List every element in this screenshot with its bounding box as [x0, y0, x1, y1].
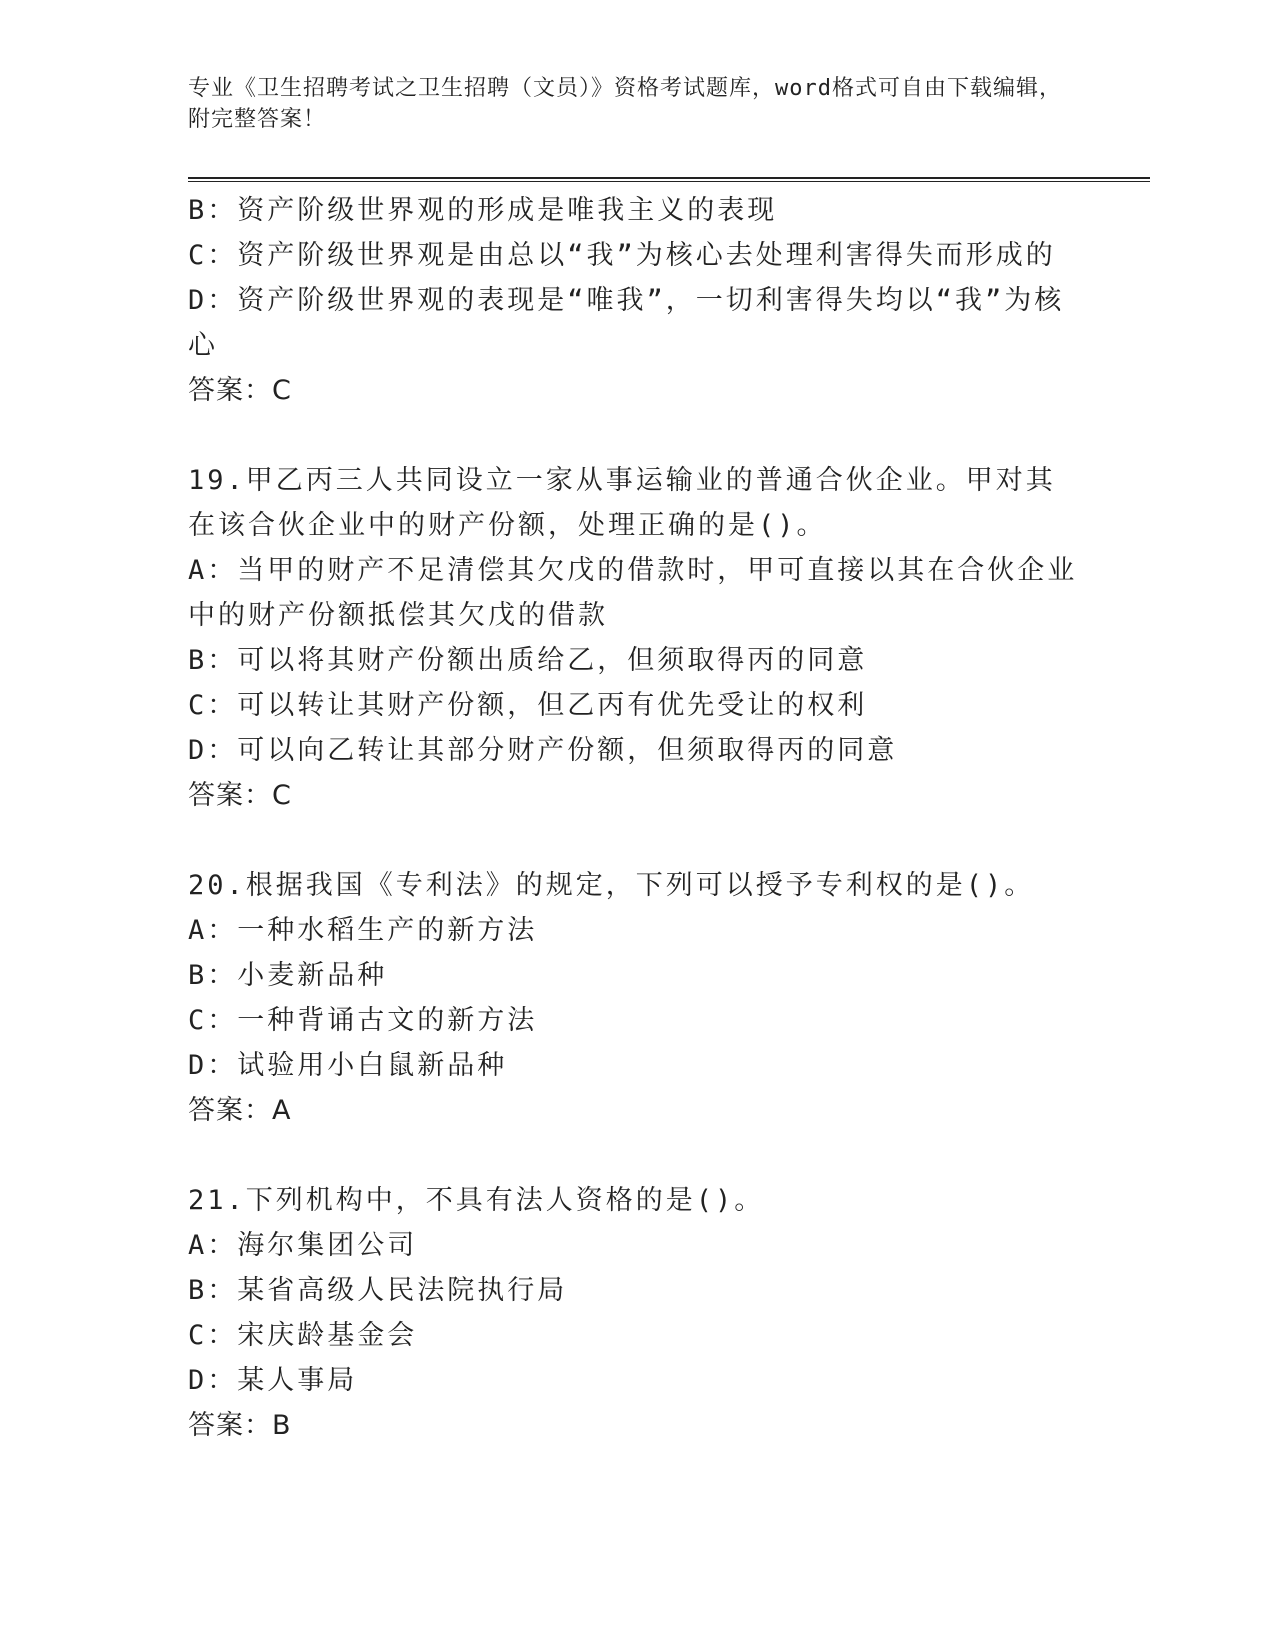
option-c: C：资产阶级世界观是由总以“我”为核心去处理利害得失而形成的: [188, 240, 1056, 271]
option-b: B：某省高级人民法院执行局: [188, 1275, 568, 1306]
option-c: C：可以转让其财产份额，但乙丙有优先受让的权利: [188, 690, 868, 721]
option-d: D：试验用小白鼠新品种: [188, 1050, 508, 1081]
option-d: D：某人事局: [188, 1365, 358, 1396]
spacer: [188, 1133, 1078, 1178]
option-a: A：当甲的财产不足清偿其欠戊的借款时，甲可直接以其在合伙企业中的财产份额抵偿其欠戊的借款: [188, 555, 1078, 631]
question-20: [188, 863, 1078, 1133]
answer: 答案：C: [188, 780, 292, 811]
answer: 答案：C: [188, 375, 292, 406]
answer: 答案：B: [188, 1410, 292, 1441]
question-21: [188, 1178, 1078, 1448]
option-b: B：资产阶级世界观的形成是唯我主义的表现: [188, 195, 778, 226]
option-a: A：一种水稻生产的新方法: [188, 915, 538, 946]
spacer: [188, 818, 1078, 863]
document-header: 专业《卫生招聘考试之卫生招聘（文员）》资格考试题库，word格式可自由下载编辑，附完整答案！: [188, 76, 1062, 132]
question-stem: 19.甲乙丙三人共同设立一家从事运输业的普通合伙企业。甲对其在该合伙企业中的财产份额，处理正确的是()。: [188, 465, 1056, 541]
question-18-fragment: [188, 188, 1078, 413]
option-a: A：海尔集团公司: [188, 1230, 418, 1261]
question-stem: 21.下列机构中，不具有法人资格的是()。: [188, 1185, 765, 1216]
option-b: B：可以将其财产份额出质给乙，但须取得丙的同意: [188, 645, 868, 676]
option-c: C：一种背诵古文的新方法: [188, 1005, 538, 1036]
answer: 答案：A: [188, 1095, 292, 1126]
option-d: D：资产阶级世界观的表现是“唯我”，一切利害得失均以“我”为核心: [188, 285, 1065, 361]
option-c: C：宋庆龄基金会: [188, 1320, 418, 1351]
question-19: [188, 458, 1078, 818]
header-divider: [188, 177, 1150, 182]
option-b: B：小麦新品种: [188, 960, 388, 991]
option-d: D：可以向乙转让其部分财产份额，但须取得丙的同意: [188, 735, 898, 766]
question-content: [188, 188, 1078, 1448]
question-stem: 20.根据我国《专利法》的规定，下列可以授予专利权的是()。: [188, 870, 1035, 901]
spacer: [188, 413, 1078, 458]
